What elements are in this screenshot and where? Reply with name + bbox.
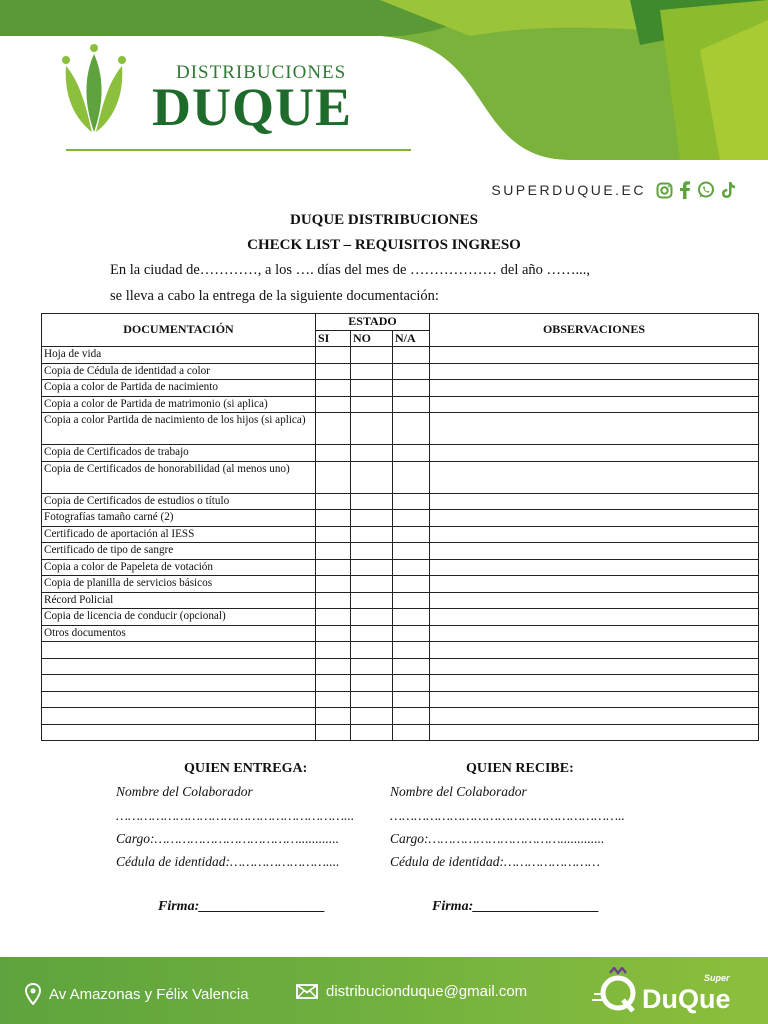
- crown-leaf-logo-icon: [58, 42, 130, 137]
- delivers-cedula-field[interactable]: Cédula de identidad:……………………....: [116, 854, 340, 869]
- status-na-cell[interactable]: [393, 675, 430, 692]
- header: [0, 0, 768, 198]
- observations-cell[interactable]: [430, 526, 759, 543]
- footer-address: [25, 983, 249, 1005]
- delivers-signature-field[interactable]: Firma:__________________: [158, 899, 326, 914]
- status-no-cell[interactable]: [351, 526, 393, 543]
- table-row: [42, 461, 759, 493]
- observations-cell[interactable]: [430, 559, 759, 576]
- column-header-no: NO: [351, 330, 393, 347]
- mail-icon: [296, 984, 318, 999]
- status-na-cell[interactable]: [393, 708, 430, 725]
- observations-cell[interactable]: [430, 347, 759, 364]
- status-si-cell[interactable]: [316, 691, 351, 708]
- table-row: [42, 413, 759, 445]
- status-si-cell[interactable]: [316, 675, 351, 692]
- observations-cell[interactable]: [430, 625, 759, 642]
- brand-name: DUQUE: [152, 77, 353, 137]
- table-row: [42, 493, 759, 510]
- document-name-cell: Certificado de tipo de sangre: [42, 543, 316, 560]
- receives-signature-field[interactable]: Firma:__________________: [432, 899, 600, 914]
- observations-cell[interactable]: [430, 396, 759, 413]
- status-no-cell[interactable]: [351, 559, 393, 576]
- receives-cargo-field[interactable]: Cargo:…………………………….............: [390, 831, 605, 846]
- table-row: [42, 576, 759, 593]
- status-si-cell[interactable]: [316, 461, 351, 493]
- table-row: [42, 396, 759, 413]
- document-name-cell: Copia de Certificados de estudios o título: [42, 493, 316, 510]
- column-header-si: SI: [316, 330, 351, 347]
- brand-subtitle: DISTRIBUCIONES: [176, 62, 347, 83]
- status-na-cell[interactable]: [393, 658, 430, 675]
- status-no-cell[interactable]: [351, 396, 393, 413]
- status-si-cell[interactable]: [316, 396, 351, 413]
- observations-cell[interactable]: [430, 461, 759, 493]
- status-na-cell[interactable]: [393, 625, 430, 642]
- status-na-cell[interactable]: [393, 396, 430, 413]
- table-row: [42, 543, 759, 560]
- document-name-cell: Copia a color Partida de nacimiento de los hijos (si aplica): [42, 413, 316, 445]
- document-name-cell: Copia de licencia de conducir (opcional): [42, 609, 316, 626]
- status-no-cell[interactable]: [351, 461, 393, 493]
- status-na-cell[interactable]: [393, 691, 430, 708]
- status-no-cell[interactable]: [351, 642, 393, 659]
- document-name-cell: [42, 642, 316, 659]
- status-na-cell[interactable]: [393, 380, 430, 397]
- super-duque-logo: [590, 967, 740, 1022]
- brand-underline: [66, 149, 411, 151]
- status-si-cell[interactable]: [316, 708, 351, 725]
- status-na-cell[interactable]: [393, 642, 430, 659]
- status-si-cell[interactable]: [316, 576, 351, 593]
- column-header-estado: ESTADO: [316, 314, 430, 331]
- status-na-cell[interactable]: [393, 724, 430, 741]
- column-header-documentacion: DOCUMENTACIÓN: [42, 314, 316, 347]
- status-na-cell[interactable]: [393, 363, 430, 380]
- status-no-cell[interactable]: [351, 445, 393, 462]
- status-si-cell[interactable]: [316, 609, 351, 626]
- status-si-cell[interactable]: [316, 347, 351, 364]
- document-name-cell: [42, 675, 316, 692]
- observations-cell[interactable]: [430, 510, 759, 527]
- document-name-cell: Hoja de vida: [42, 347, 316, 364]
- footer-email-text[interactable]: distribucionduque@gmail.com: [326, 983, 528, 1000]
- status-no-cell[interactable]: [351, 510, 393, 527]
- observations-cell[interactable]: [430, 708, 759, 725]
- observations-cell[interactable]: [430, 413, 759, 445]
- status-na-cell[interactable]: [393, 347, 430, 364]
- status-na-cell[interactable]: [393, 510, 430, 527]
- status-no-cell[interactable]: [351, 724, 393, 741]
- status-si-cell[interactable]: [316, 724, 351, 741]
- table-row: [42, 347, 759, 364]
- table-row: [42, 642, 759, 659]
- status-si-cell[interactable]: [316, 592, 351, 609]
- footer: [0, 957, 768, 1024]
- observations-cell[interactable]: [430, 493, 759, 510]
- document-name-cell: [42, 708, 316, 725]
- observations-cell[interactable]: [430, 724, 759, 741]
- table-row: [42, 445, 759, 462]
- table-row: [42, 724, 759, 741]
- status-si-cell[interactable]: [316, 363, 351, 380]
- document-name-cell: Récord Policial: [42, 592, 316, 609]
- status-no-cell[interactable]: [351, 708, 393, 725]
- observations-cell[interactable]: [430, 380, 759, 397]
- status-na-cell[interactable]: [393, 526, 430, 543]
- status-na-cell[interactable]: [393, 592, 430, 609]
- status-no-cell[interactable]: [351, 691, 393, 708]
- status-no-cell[interactable]: [351, 658, 393, 675]
- observations-cell[interactable]: [430, 675, 759, 692]
- status-no-cell[interactable]: [351, 625, 393, 642]
- status-si-cell[interactable]: [316, 493, 351, 510]
- footer-email: [296, 983, 527, 1000]
- intro-line-1: En la ciudad de…………, a los …. días del mes de ……………… del año ……...,: [110, 262, 591, 278]
- status-no-cell[interactable]: [351, 363, 393, 380]
- status-si-cell[interactable]: [316, 658, 351, 675]
- social-bar: [491, 181, 736, 199]
- receives-name-field[interactable]: …………………………………………………..: [390, 808, 625, 823]
- observations-cell[interactable]: [430, 609, 759, 626]
- logo-super-text: Super: [704, 973, 730, 983]
- status-si-cell[interactable]: [316, 510, 351, 527]
- tiktok-icon[interactable]: [721, 181, 736, 199]
- receives-name-label: Nombre del Colaborador: [390, 784, 527, 799]
- column-header-na: N/A: [393, 330, 430, 347]
- status-no-cell[interactable]: [351, 493, 393, 510]
- status-no-cell[interactable]: [351, 543, 393, 560]
- document-title: DUQUE DISTRIBUCIONES: [290, 212, 478, 228]
- document-name-cell: Otros documentos: [42, 625, 316, 642]
- table-row: [42, 510, 759, 527]
- footer-address-text: Av Amazonas y Félix Valencia: [49, 985, 249, 1003]
- document-name-cell: [42, 658, 316, 675]
- delivers-name-label: Nombre del Colaborador: [116, 784, 253, 799]
- document-name-cell: Copia de planilla de servicios básicos: [42, 576, 316, 593]
- status-si-cell[interactable]: [316, 559, 351, 576]
- document-name-cell: Copia de Cédula de identidad a color: [42, 363, 316, 380]
- receives-heading: QUIEN RECIBE:: [466, 761, 574, 776]
- status-no-cell[interactable]: [351, 675, 393, 692]
- status-na-cell[interactable]: [393, 576, 430, 593]
- document-name-cell: Copia a color de Partida de nacimiento: [42, 380, 316, 397]
- website-link[interactable]: SUPERDUQUE.EC: [491, 182, 646, 198]
- receives-cedula-field[interactable]: Cédula de identidad:……………………: [390, 854, 601, 869]
- status-no-cell[interactable]: [351, 413, 393, 445]
- status-no-cell[interactable]: [351, 592, 393, 609]
- observations-cell[interactable]: [430, 363, 759, 380]
- location-pin-icon: [25, 983, 41, 1005]
- document-name-cell: [42, 691, 316, 708]
- document-name-cell: Copia a color de Papeleta de votación: [42, 559, 316, 576]
- document-name-cell: [42, 724, 316, 741]
- whatsapp-icon[interactable]: [697, 181, 715, 199]
- logo-duque-text: DuQue: [642, 984, 731, 1014]
- intro-line-2: se lleva a cabo la entrega de la siguiente documentación:: [110, 288, 439, 304]
- status-na-cell[interactable]: [393, 559, 430, 576]
- observations-cell[interactable]: [430, 445, 759, 462]
- observations-cell[interactable]: [430, 642, 759, 659]
- status-na-cell[interactable]: [393, 493, 430, 510]
- document-name-cell: Certificado de aportación al IESS: [42, 526, 316, 543]
- delivers-cargo-field[interactable]: Cargo:………………………………............: [116, 831, 340, 846]
- delivers-heading: QUIEN ENTREGA:: [184, 761, 308, 776]
- column-header-observaciones: OBSERVACIONES: [430, 314, 759, 347]
- status-na-cell[interactable]: [393, 461, 430, 493]
- table-row: [42, 691, 759, 708]
- table-row: [42, 609, 759, 626]
- observations-cell[interactable]: [430, 592, 759, 609]
- facebook-icon[interactable]: [679, 181, 691, 199]
- document-subtitle: CHECK LIST – REQUISITOS INGRESO: [247, 237, 521, 253]
- status-na-cell[interactable]: [393, 413, 430, 445]
- status-si-cell[interactable]: [316, 445, 351, 462]
- status-no-cell[interactable]: [351, 380, 393, 397]
- status-si-cell[interactable]: [316, 642, 351, 659]
- table-row: [42, 526, 759, 543]
- checklist-table: [41, 313, 759, 741]
- observations-cell[interactable]: [430, 543, 759, 560]
- document-name-cell: Copia de Certificados de honorabilidad (al menos uno): [42, 461, 316, 493]
- table-row: [42, 559, 759, 576]
- status-no-cell[interactable]: [351, 609, 393, 626]
- document-name-cell: Copia a color de Partida de matrimonio (si aplica): [42, 396, 316, 413]
- table-row: [42, 363, 759, 380]
- document-name-cell: Fotografías tamaño carné (2): [42, 510, 316, 527]
- status-na-cell[interactable]: [393, 543, 430, 560]
- instagram-icon[interactable]: [656, 182, 673, 199]
- status-no-cell[interactable]: [351, 576, 393, 593]
- status-no-cell[interactable]: [351, 347, 393, 364]
- observations-cell[interactable]: [430, 658, 759, 675]
- table-row: [42, 592, 759, 609]
- document-name-cell: Copia de Certificados de trabajo: [42, 445, 316, 462]
- table-row: [42, 708, 759, 725]
- table-row: [42, 625, 759, 642]
- status-si-cell[interactable]: [316, 526, 351, 543]
- observations-cell[interactable]: [430, 576, 759, 593]
- status-si-cell[interactable]: [316, 413, 351, 445]
- status-na-cell[interactable]: [393, 445, 430, 462]
- status-si-cell[interactable]: [316, 543, 351, 560]
- status-si-cell[interactable]: [316, 625, 351, 642]
- table-row: [42, 675, 759, 692]
- table-row: [42, 380, 759, 397]
- observations-cell[interactable]: [430, 691, 759, 708]
- status-na-cell[interactable]: [393, 609, 430, 626]
- table-row: [42, 658, 759, 675]
- status-si-cell[interactable]: [316, 380, 351, 397]
- delivers-name-field[interactable]: …………………………………………………...: [116, 808, 355, 823]
